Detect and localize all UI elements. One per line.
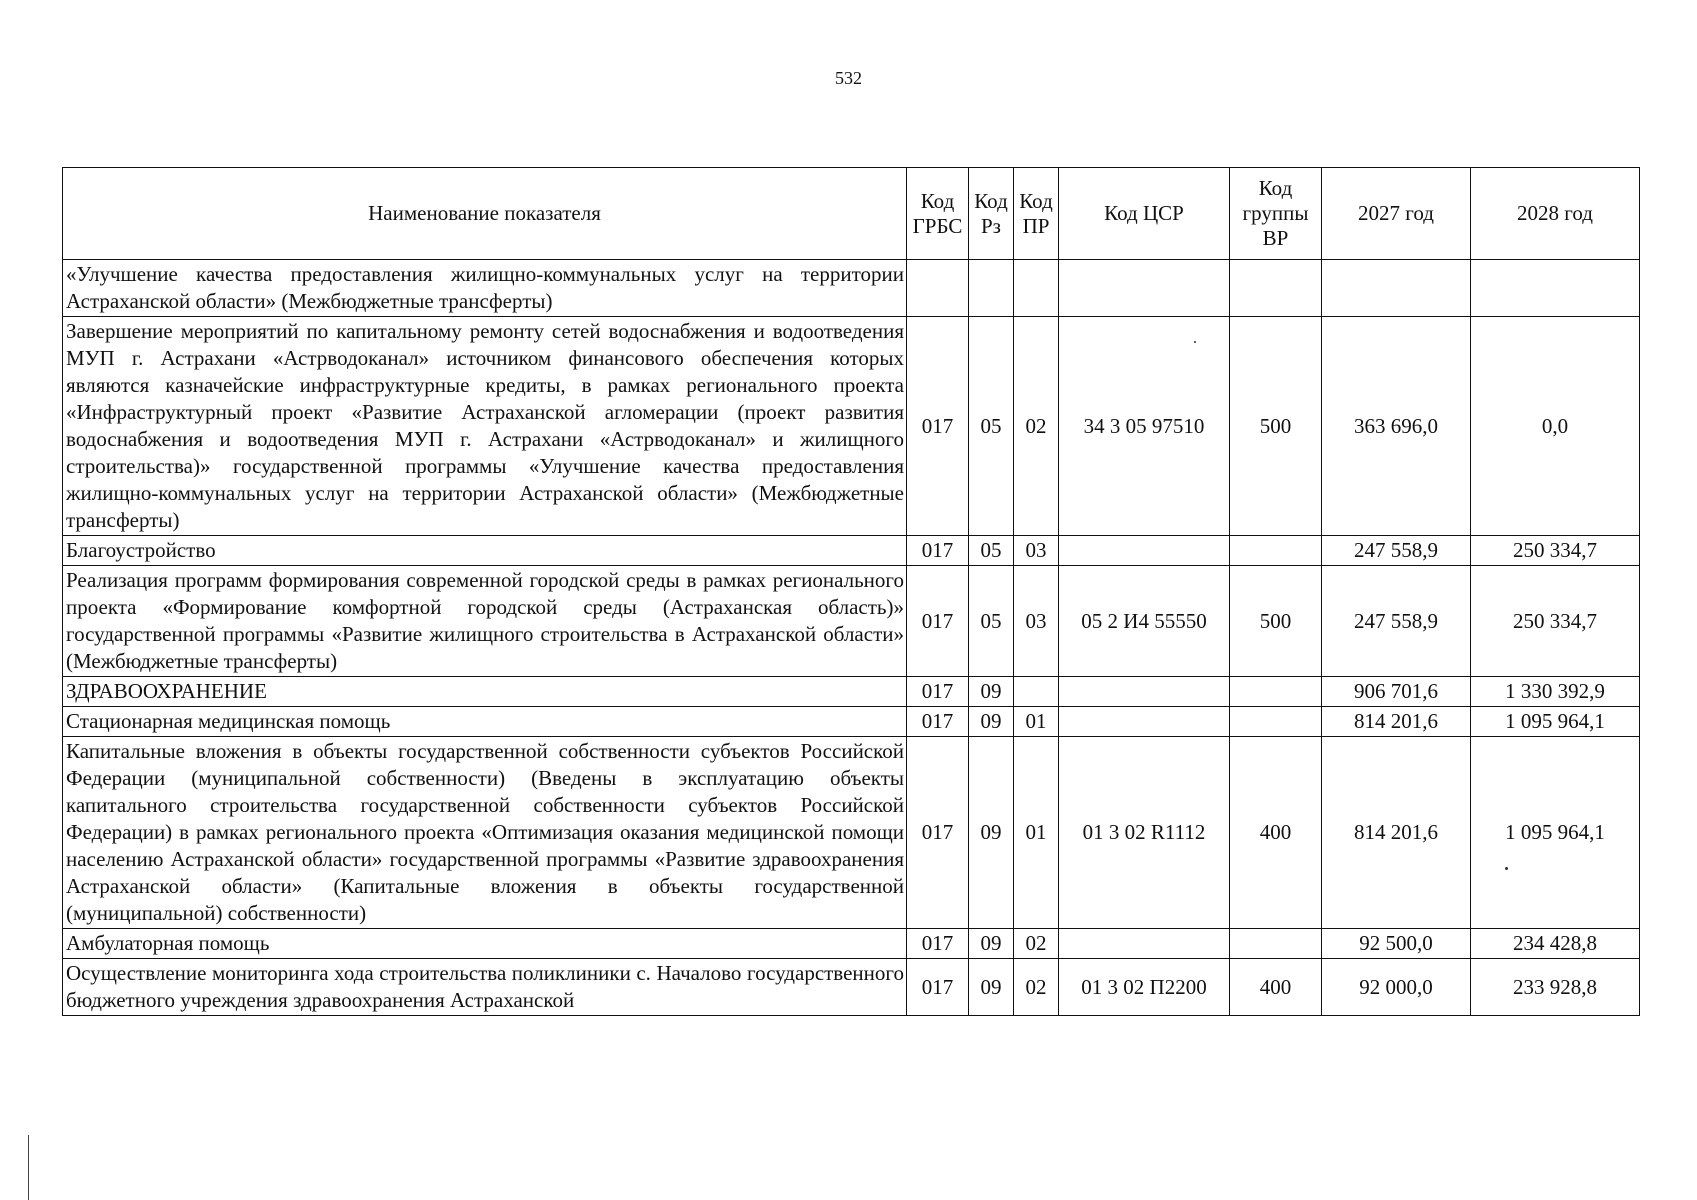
row-csr [1059, 707, 1230, 737]
row-grbs: 017 [907, 536, 969, 566]
row-rz: 05 [969, 566, 1014, 677]
row-name: «Улучшение качества предоставления жилищно-коммунальных услуг на территории Астраханской области» (Межбюджетные трансферты) [63, 260, 907, 317]
header-vr: Код группы ВР [1230, 168, 1322, 260]
row-2027: 906 701,6 [1322, 677, 1471, 707]
row-2028: 250 334,7 [1471, 566, 1640, 677]
row-csr [1059, 260, 1230, 317]
header-2027: 2027 год [1322, 168, 1471, 260]
row-csr: 01 3 02 R1112 [1059, 737, 1230, 929]
row-2027 [1322, 260, 1471, 317]
row-vr [1230, 260, 1322, 317]
row-pr: 03 [1014, 536, 1059, 566]
row-csr: 34 3 05 97510 [1059, 317, 1230, 536]
row-csr [1059, 677, 1230, 707]
row-name: ЗДРАВООХРАНЕНИЕ [63, 677, 907, 707]
row-name: Стационарная медицинская помощь [63, 707, 907, 737]
header-rz: Код Рз [969, 168, 1014, 260]
table-row [63, 260, 1640, 317]
row-2028: 1 330 392,9 [1471, 677, 1640, 707]
row-name: Капитальные вложения в объекты государственной собственности субъектов Российской Федерации (муниципальной собственности) (Введены в эксплуатацию объекты капитального строительства государственной собственности субъектов Российской Федерации) в рамках регионального проекта «Оптимизация оказания медицинской помощи населению Астраханской области» государственной программы «Развитие здравоохранения Астраханской области» (Капитальные вложения в объекты государственной (муниципальной) собственности) [63, 737, 907, 929]
table-row [63, 677, 1640, 707]
row-name: Осуществление мониторинга хода строительства поликлиники с. Началово государственного бюджетного учреждения здравоохранения Астраханской [63, 959, 907, 1016]
header-row [63, 168, 1640, 260]
row-2028: 234 428,8 [1471, 929, 1640, 959]
row-name: Реализация программ формирования современной городской среды в рамках регионального проекта «Формирование комфортной городской среды (Астраханская область)» государственной программы «Развитие жилищного строительства в Астраханской области» (Межбюджетные трансферты) [63, 566, 907, 677]
row-pr: 01 [1014, 737, 1059, 929]
row-2027: 247 558,9 [1322, 566, 1471, 677]
row-grbs: 017 [907, 707, 969, 737]
row-2027: 814 201,6 [1322, 707, 1471, 737]
table-row [63, 959, 1640, 1016]
row-vr: 400 [1230, 959, 1322, 1016]
row-2027: 247 558,9 [1322, 536, 1471, 566]
row-2028 [1471, 260, 1640, 317]
row-2027: 92 500,0 [1322, 929, 1471, 959]
row-2028: 233 928,8 [1471, 959, 1640, 1016]
scan-speck [1194, 341, 1196, 343]
row-vr [1230, 929, 1322, 959]
header-grbs: Код ГРБС [907, 168, 969, 260]
header-name: Наименование показателя [63, 168, 907, 260]
row-grbs [907, 260, 969, 317]
row-pr: 03 [1014, 566, 1059, 677]
table-row [63, 929, 1640, 959]
row-rz: 09 [969, 959, 1014, 1016]
row-2027: 814 201,6 [1322, 737, 1471, 929]
row-pr [1014, 260, 1059, 317]
row-csr [1059, 929, 1230, 959]
row-csr: 05 2 И4 55550 [1059, 566, 1230, 677]
header-csr: Код ЦСР [1059, 168, 1230, 260]
table-row [63, 317, 1640, 536]
row-grbs: 017 [907, 737, 969, 929]
row-rz: 09 [969, 677, 1014, 707]
row-pr: 02 [1014, 929, 1059, 959]
table-row [63, 566, 1640, 677]
row-name: Завершение мероприятий по капитальному ремонту сетей водоснабжения и водоотведения МУП г. Астрахани «Астрводоканал» источником финансового обеспечения которых являются казначейские инфраструктурные кредиты, в рамках регионального проекта «Инфраструктурный проект «Развитие Астраханской агломерации (проект развития водоснабжения и водоотведения МУП г. Астрахани «Астрводоканал» и жилищного строительства)» государственной программы «Улучшение качества предоставления жилищно-коммунальных услуг на территории Астраханской области» (Межбюджетные трансферты) [63, 317, 907, 536]
row-pr [1014, 677, 1059, 707]
row-vr: 500 [1230, 317, 1322, 536]
row-2028: 1 095 964,1 [1471, 707, 1640, 737]
row-rz: 09 [969, 929, 1014, 959]
table-row [63, 707, 1640, 737]
header-2028: 2028 год [1471, 168, 1640, 260]
row-vr [1230, 677, 1322, 707]
row-grbs: 017 [907, 959, 969, 1016]
row-grbs: 017 [907, 317, 969, 536]
table-row [63, 737, 1640, 929]
row-vr: 500 [1230, 566, 1322, 677]
row-rz: 05 [969, 317, 1014, 536]
page-number: 532 [835, 68, 862, 88]
row-name: Амбулаторная помощь [63, 929, 907, 959]
row-2028: 250 334,7 [1471, 536, 1640, 566]
row-csr: 01 3 02 П2200 [1059, 959, 1230, 1016]
row-rz: 09 [969, 707, 1014, 737]
row-rz: 09 [969, 737, 1014, 929]
header-pr: Код ПР [1014, 168, 1059, 260]
row-vr [1230, 536, 1322, 566]
row-2027: 92 000,0 [1322, 959, 1471, 1016]
row-2027: 363 696,0 [1322, 317, 1471, 536]
row-vr [1230, 707, 1322, 737]
row-grbs: 017 [907, 677, 969, 707]
row-vr: 400 [1230, 737, 1322, 929]
scan-edge-line [28, 1135, 29, 1200]
row-2028: 0,0 [1471, 317, 1640, 536]
row-rz [969, 260, 1014, 317]
row-rz: 05 [969, 536, 1014, 566]
row-2028: 1 095 964,1 [1471, 737, 1640, 929]
row-pr: 01 [1014, 707, 1059, 737]
row-name: Благоустройство [63, 536, 907, 566]
scan-speck [1505, 867, 1508, 870]
row-grbs: 017 [907, 929, 969, 959]
row-grbs: 017 [907, 566, 969, 677]
row-csr [1059, 536, 1230, 566]
row-pr: 02 [1014, 317, 1059, 536]
row-pr: 02 [1014, 959, 1059, 1016]
table-row [63, 536, 1640, 566]
budget-table [62, 167, 1640, 1016]
